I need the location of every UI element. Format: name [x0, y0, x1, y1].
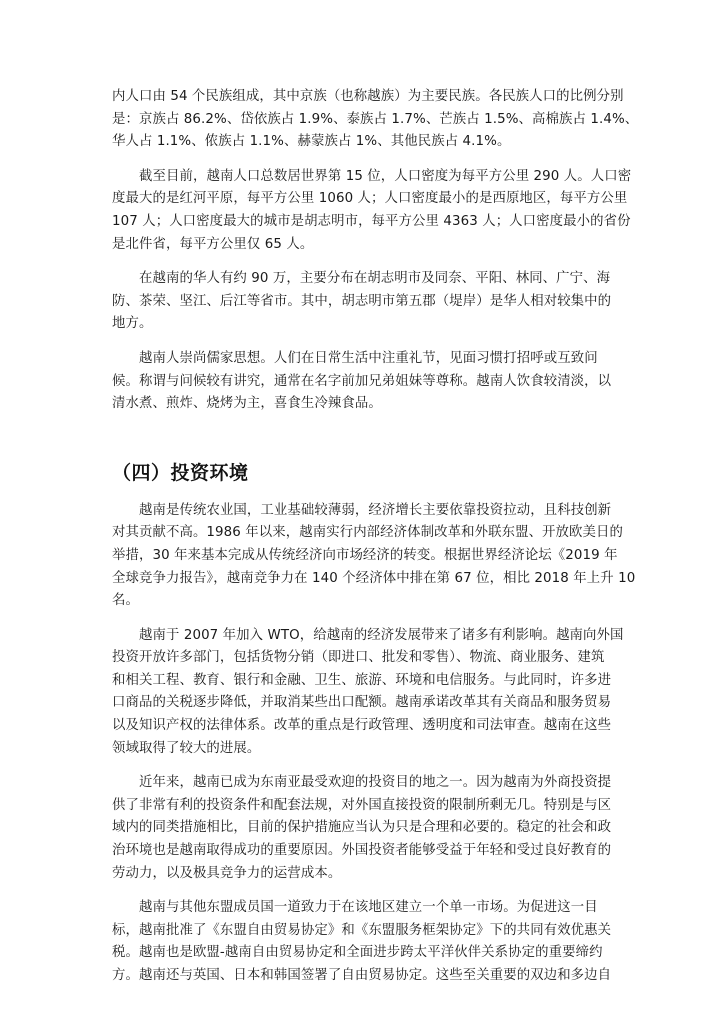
section-heading: （四）投资环境	[112, 461, 249, 484]
page-body	[112, 86, 639, 1000]
text-line: 名。	[112, 593, 139, 609]
paragraph-investment-destination	[112, 772, 612, 885]
paragraph-wto	[112, 625, 624, 761]
paragraph-population-density	[112, 166, 632, 256]
text-line: 是北件省，每平方公里仅 65 人。	[112, 236, 314, 252]
text-line: 领域取得了较大的进展。	[112, 740, 261, 756]
text-line: 越南于 2007 年加入 WTO，给越南的经济发展带来了诸多有利影响。越南向外国	[139, 627, 624, 643]
text-line: 口商品的关税逐步降低，并取消某些出口配额。越南承诺改革其有关商品和服务贸易	[112, 695, 612, 711]
paragraph-customs	[112, 348, 612, 416]
text-line: 供了非常有利的投资条件和配套法规，对外国直接投资的限制所剩无几。特别是与区	[112, 797, 612, 813]
text-line: 越南是传统农业国，工业基础较薄弱，经济增长主要依靠投资拉动，且科技创新	[139, 502, 612, 518]
text-line: 治环境也是越南取得成功的重要原因。外国投资者能够受益于年轻和受过良好教育的	[112, 843, 612, 859]
text-line: 在越南的华人有约 90 万，主要分布在胡志明市及同奈、平阳、林同、广宁、海	[139, 271, 611, 287]
text-line: 和相关工程、教育、银行和金融、卫生、旅游、环境和电信服务。与此同时，许多进	[112, 672, 612, 688]
text-line: 107 人；人口密度最大的城市是胡志明市，每平方公里 4363 人；人口密度最小的省份	[112, 213, 631, 229]
text-line: 近年来，越南已成为东南亚最受欢迎的投资目的地之一。因为越南为外商投资提	[139, 775, 612, 791]
text-line: 防、茶荣、坚江、后江等省市。其中，胡志明市第五郡（堤岸）是华人相对较集中的	[112, 293, 612, 309]
text-line: 度最大的是红河平原，每平方公里 1060 人；人口密度最小的是西原地区，每平方公里	[112, 191, 628, 207]
paragraph-chinese-population	[112, 268, 612, 336]
text-line: 华人占 1.1%、侬族占 1.1%、赫蒙族占 1%、其他民族占 4.1%。	[112, 134, 511, 150]
text-line: 清水煮、煎炸、烧烤为主，喜食生冷辣食品。	[112, 396, 382, 412]
paragraph-ethnic-groups	[112, 86, 639, 154]
text-line: 域内的同类措施相比，目前的保护措施应当认为只是合理和必要的。稳定的社会和政	[112, 820, 612, 836]
text-line: 投资开放许多部门，包括货物分销（即进口、批发和零售）、物流、商业服务、建筑	[112, 650, 605, 666]
text-line: 截至目前，越南人口总数居世界第 15 位，人口密度为每平方公里 290 人。人口密	[139, 168, 632, 184]
text-line: 对其贡献不高。1986 年以来，越南实行内部经济体制改革和外联东盟、开放欧美日的	[112, 525, 624, 541]
text-line: 地方。	[112, 316, 153, 332]
text-line: 方。越南还与英国、日本和韩国签署了自由贸易协定。这些至关重要的双边和多边自	[112, 968, 612, 983]
text-line: 全球竞争力报告》，越南竞争力在 140 个经济体中排在第 67 位，相比 2018 年上升 10	[112, 570, 636, 586]
text-line: 举措，30 年来基本完成从传统经济向市场经济的转变。根据世界经济论坛《2019 年	[112, 547, 618, 563]
paragraph-asean-trade	[112, 897, 612, 987]
text-line: 劳动力，以及极具竞争力的运营成本。	[112, 865, 342, 881]
text-line: 候。称谓与问候较有讲究，通常在名字前加兄弟姐妹等尊称。越南人饮食较清淡，以	[112, 373, 612, 389]
text-line: 标，越南批准了《东盟自由贸易协定》和《东盟服务框架协定》下的共同有效优惠关	[112, 922, 612, 938]
text-line: 是：京族占 86.2%、岱依族占 1.9%、泰族占 1.7%、芒族占 1.5%、高棉族占 1.4%、	[112, 111, 639, 127]
text-line: 税。越南也是欧盟-越南自由贸易协定和全面进步跨太平洋伙伴关系协定的重要缔约	[112, 945, 603, 961]
paragraph-economy-overview	[112, 500, 636, 613]
text-line: 越南与其他东盟成员国一道致力于在该地区建立一个单一市场。为促进这一目	[139, 900, 598, 916]
text-line: 越南人崇尚儒家思想。人们在日常生活中注重礼节，见面习惯打招呼或互致问	[139, 350, 598, 366]
text-line: 内人口由 54 个民族组成，其中京族（也称越族）为主要民族。各民族人口的比例分别	[112, 89, 624, 104]
text-line: 以及知识产权的法律体系。改革的重点是行政管理、透明度和司法审查。越南在这些	[112, 718, 612, 734]
